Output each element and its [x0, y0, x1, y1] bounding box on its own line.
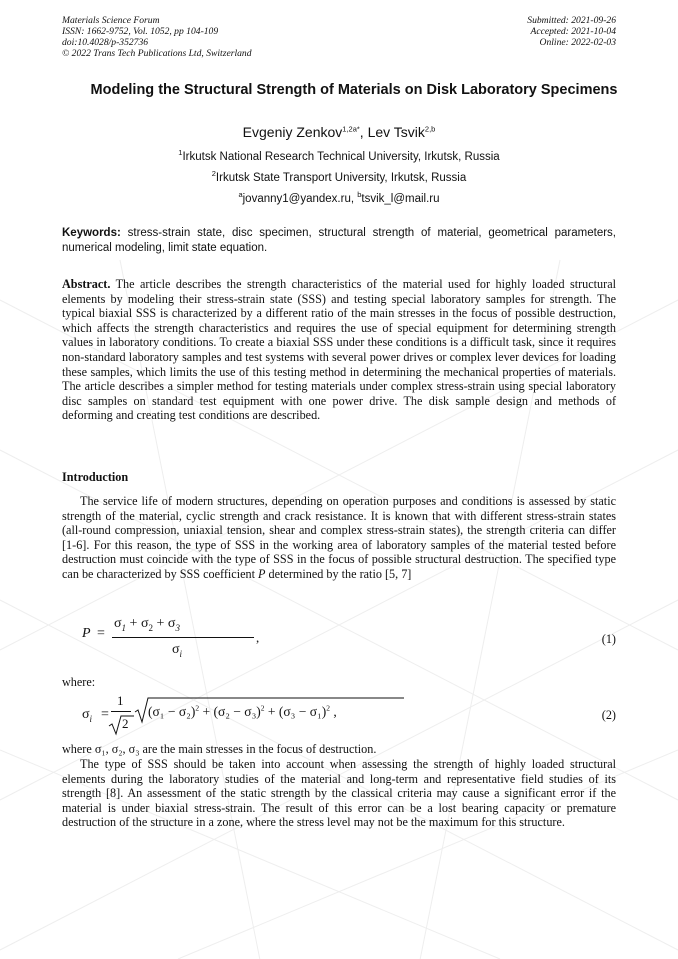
term: (σ₂ − σ₃): [213, 704, 261, 719]
exponent: 2: [195, 703, 200, 713]
submitted-date: Submitted: 2021-09-26: [527, 15, 616, 26]
symbol-p: P: [258, 566, 266, 581]
email-mark: a: [238, 190, 243, 200]
plus: +: [267, 704, 279, 719]
eq2-comma: ,: [333, 704, 337, 719]
sigma: σ: [140, 616, 149, 631]
fraction-bar: [111, 711, 131, 712]
journal-header-right: [527, 15, 616, 48]
author-separator: ,: [359, 124, 368, 140]
sigma: σ: [172, 642, 180, 657]
eq1-denominator: [172, 642, 182, 659]
subscript: 3: [175, 622, 180, 633]
intro-paragraph-2: The type of SSS should be taken into account when assessing the strength of highly loaded structural elements during the laboratory studies of the material and long-term and representative field studies of its strength [8]. An assessment of the static strength by the classical criteria may cause a significant error if the material is under biaxial stress-strain. The result of this error can be a lost bearing capacity or premature destruction of the structure in a zone, where the stress level may not be the maximum for this structure.: [62, 757, 616, 830]
where-label: where:: [62, 675, 96, 689]
section-heading-introduction: Introduction: [62, 470, 129, 484]
intro-text: determined by the ratio [5, 7]: [265, 566, 412, 581]
term: (σ₁ − σ₂): [148, 704, 196, 719]
eq2-radicand: [148, 704, 337, 720]
exponent: 2: [260, 703, 265, 713]
eq1-numerator: [114, 616, 180, 633]
paper-title: Modeling the Structural Strength of Materials on Disk Laboratory Specimens: [90, 82, 618, 98]
exponent: 2: [326, 703, 330, 713]
plus: +: [202, 704, 214, 719]
affiliation-mark: 2: [211, 169, 216, 179]
keywords-text: stress-strain state, disc specimen, structural strength of material, geometrical parameters, numerical modeling, limit state equation.: [62, 227, 616, 254]
email-link[interactable]: jovanny1@yandex.ru,: [242, 193, 358, 205]
keywords: [62, 226, 616, 256]
author-line: [62, 124, 616, 140]
accepted-date: Accepted: 2021-10-04: [530, 26, 616, 37]
equation-number: (1): [601, 632, 616, 646]
abstract: [62, 277, 616, 423]
term: (σ₃ − σ₁): [278, 704, 327, 719]
intro-text: The service life of modern structures, depending on operation purposes and conditions is assessed by static strength of the material, cyclic strength and crack resistance. It is known that with different stress-strain states (all-round compression, uniaxial tension, shear and complex stress-strain states), the strength criteria can differ [1-6]. For this reason, the type of SSS in the working area of laboratory samples of the material tested before destruction must coincide with the type of SSS in the focus of possible structural destruction. The specified type can be characterized by SSS coefficient: [62, 494, 616, 581]
eq1-comma: ,: [256, 630, 260, 645]
sigma: σ: [114, 616, 122, 631]
subscript: 2: [148, 622, 153, 633]
abstract-label: Abstract.: [62, 277, 111, 291]
affiliation-mark: 1: [178, 148, 183, 158]
eq2-frac-numerator: 1: [117, 693, 124, 708]
email-link[interactable]: tsvik_l@mail.ru: [361, 193, 440, 205]
affiliation-text: Irkutsk State Transport University, Irkutsk, Russia: [215, 172, 467, 184]
online-date: Online: 2022-02-03: [539, 37, 616, 48]
where-sigma-line: where σ₁, σ₂, σ₃ are the main stresses in the focus of destruction.: [62, 742, 377, 756]
email-mark: b: [357, 190, 362, 200]
fraction-bar: [112, 637, 254, 638]
eq2-equals: =: [101, 707, 109, 722]
author-affiliation-mark: 1,2a*: [342, 124, 360, 134]
square-root-icon: [108, 714, 134, 736]
affiliation-1: [62, 148, 616, 163]
plus: +: [156, 616, 168, 631]
equation-1: [62, 612, 616, 668]
journal-header-left: [62, 15, 252, 59]
abstract-text: The article describes the strength characteristics of the material used for highly loaded structural elements by modeling their stress-strain state (SSS) and testing special laboratory samples for strength. The typical biaxial SSS is characterized by a different ratio of the main stresses in the focus of possible destruction, which affects the strength characteristics and requires the use of special equipment for determining strength values in laboratory conditions. To create a biaxial SSS under these conditions is a difficult task, since it requires non-standard laboratory samples and test systems with several power drives or complex lever devices for loading these samples, which limits the use of this testing method in determining the mechanical properties of materials. The article describes a simpler method for testing materials under complex stress-strain using special laboratory disc samples on standard test equipment with one power drive. The disk sample design and methods of deforming and creating test conditions are described.: [62, 277, 616, 423]
equation-number: (2): [601, 708, 616, 722]
author-emails: [62, 190, 616, 205]
affiliation-text: Irkutsk National Research Technical University, Irkutsk, Russia: [182, 151, 500, 163]
sigma: σ: [82, 707, 90, 722]
journal-issn: ISSN: 1662-9752, Vol. 1052, pp 104-109: [62, 26, 219, 37]
plus: +: [129, 616, 141, 631]
sigma: σ: [167, 616, 176, 631]
subscript: i: [89, 713, 93, 724]
intro-paragraph-1: [62, 494, 616, 582]
subscript: 1: [121, 622, 127, 633]
author-name: Evgeniy Zenkov: [242, 124, 343, 140]
author-affiliation-mark: 2,b: [424, 124, 436, 134]
equation-2: [62, 690, 616, 742]
author-name: Lev Tsvik: [367, 124, 425, 140]
eq2-lhs: [82, 707, 92, 724]
eq1-lhs: P: [82, 626, 91, 641]
keywords-label: Keywords:: [62, 227, 121, 239]
journal-doi[interactable]: doi:10.4028/p-352736: [62, 37, 149, 48]
eq2-frac-denominator: 2: [122, 716, 129, 731]
journal-name: Materials Science Forum: [62, 15, 160, 26]
journal-copyright: © 2022 Trans Tech Publications Ltd, Switzerland: [62, 48, 252, 59]
affiliation-2: [62, 169, 616, 184]
subscript: i: [179, 648, 183, 659]
eq1-equals: =: [97, 626, 105, 641]
